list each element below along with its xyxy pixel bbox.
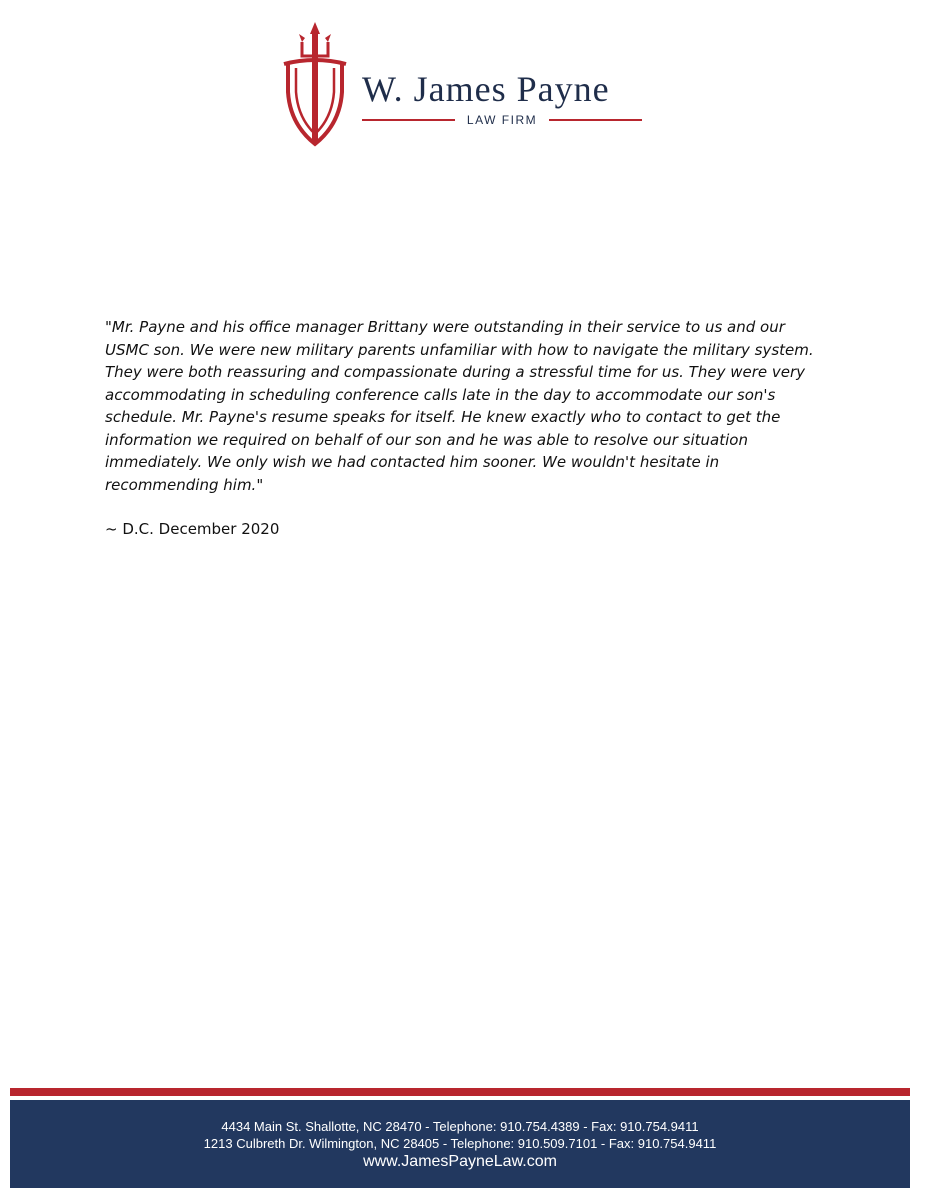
firm-name: W. James Payne [362,69,610,109]
testimonial-attribution: ~ D.C. December 2020 [105,520,280,538]
firm-subtitle-row [362,110,642,130]
testimonial-quote: "Mr. Payne and his office manager Brittany were outstanding in their service to us and our USMC son. We were new military parents unfamiliar with how to navigate the military system. They were both reassuring and compassionate during a stressful time for us. They were very accommodating in scheduling conference calls late in the day to accommodate our son's schedule. Mr. Payne's resume speaks for itself. He knew exactly who to contact to get the information we required on behalf of our son and he was able to resolve our situation immediately. We only wish we had contacted him sooner. We wouldn't hesitate in recommending him." [105,318,814,494]
subtitle-rule-right [549,119,642,121]
footer-stripe [10,1088,910,1096]
subtitle-rule-left [362,119,455,121]
footer-address-wilmington: 1213 Culbreth Dr. Wilmington, NC 28405 - Telephone: 910.509.7101 - Fax: 910.754.9411 [203,1136,717,1151]
footer-website-link[interactable]: www.JamesPayneLaw.com [363,1153,557,1170]
firm-subtitle: LAW FIRM [466,113,538,127]
letterhead [280,20,660,150]
sword-shield-icon [280,20,350,150]
footer [10,1100,910,1188]
footer-address-shallotte: 4434 Main St. Shallotte, NC 28470 - Telephone: 910.754.4389 - Fax: 910.754.9411 [221,1119,699,1134]
